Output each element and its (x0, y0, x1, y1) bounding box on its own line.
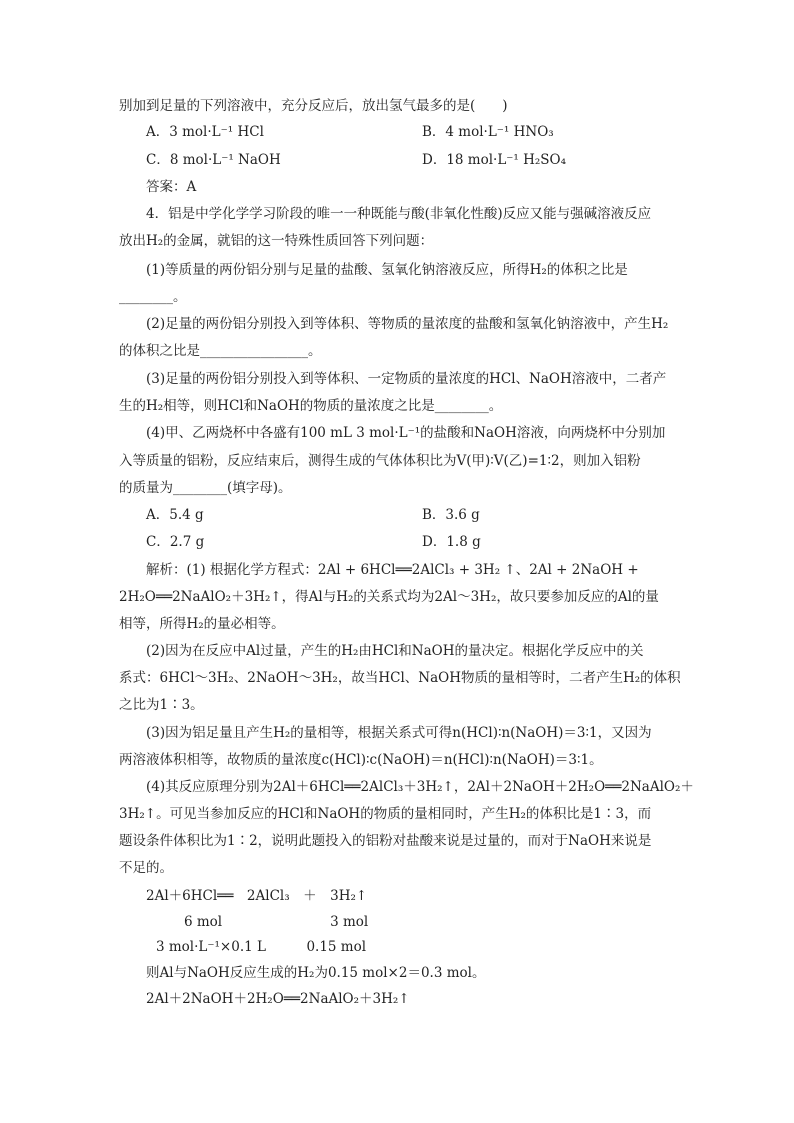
q3-option-b: B．4 mol·L⁻¹ HNO₃ (422, 124, 554, 140)
q3-stem: 别加到足量的下列溶液中，充分反应后，放出氢气最多的是( ) (119, 98, 508, 114)
analysis-4-line1: (4)其反应原理分别为2Al＋6HCl══2AlCl₃＋3H₂↑，2Al＋2NaOH＋2H₂O══2NaAlO₂＋ (146, 779, 694, 795)
analysis-1-line1: 解析：(1) 根据化学方程式：2Al + 6HCl══2AlCl₃ + 3H₂ ↑、2Al + 2NaOH + (146, 562, 639, 578)
q4-part4-line3: 的质量为________(填字母)。 (119, 480, 292, 496)
q3-answer: 答案：A (146, 179, 197, 195)
q4-part2-line1: (2)足量的两份铝分别投入到等体积、等物质的量浓度的盐酸和氢氧化钠溶液中，产生H₂ (146, 316, 669, 332)
analysis-1-line2: 2H₂O══2NaAlO₂＋3H₂↑，得Al与H₂的关系式均为2Al～3H₂，故只要参加反应的Al的量 (119, 589, 659, 605)
analysis-4-line4: 不足的。 (119, 860, 173, 876)
equation-hcl: 2Al＋6HCl══ 2AlCl₃ ＋ 3H₂↑ (146, 888, 368, 904)
analysis-conclusion: 则Al与NaOH反应生成的H₂为0.15 mol×2＝0.3 mol。 (146, 965, 486, 981)
q4-part1-line1: (1)等质量的两份铝分别与足量的盐酸、氢氧化钠溶液反应，所得H₂的体积之比是 (146, 262, 628, 278)
analysis-2-line3: 之比为1∶3。 (119, 697, 204, 713)
q4-intro-line2: 放出H₂的金属，就铝的这一特殊性质回答下列问题： (119, 233, 434, 249)
analysis-3-line2: 两溶液体积相等，故物质的量浓度c(HCl)∶c(NaOH)＝n(HCl)∶n(NaOH)＝3∶1。 (119, 752, 603, 768)
q3-option-c: C．8 mol·L⁻¹ NaOH (146, 152, 281, 168)
analysis-4-line2: 3H₂↑。可见当参加反应的HCl和NaOH的物质的量相同时，产生H₂的体积比是1∶3，而 (119, 806, 652, 822)
q4-option-d: D．1.8 g (422, 534, 481, 550)
q4-part3-line2: 生的H₂相等，则HCl和NaOH的物质的量浓度之比是________。 (119, 398, 503, 414)
q4-part1-line2: ________。 (119, 289, 187, 305)
q4-intro-line1: 4．铝是中学化学学习阶段的唯一一种既能与酸(非氧化性酸)反应又能与强碱溶液反应 (146, 206, 652, 222)
equation-naoh: 2Al＋2NaOH＋2H₂O══2NaAlO₂＋3H₂↑ (146, 991, 410, 1007)
analysis-3-line1: (3)因为铝足量且产生H₂的量相等，根据关系式可得n(HCl)∶n(NaOH)＝3∶1，又因为 (146, 725, 652, 741)
analysis-2-line2: 系式：6HCl～3H₂、2NaOH～3H₂，故当HCl、NaOH物质的量相等时，二者产生H₂的体积 (119, 670, 681, 686)
q4-part4-line1: (4)甲、乙两烧杯中各盛有100 mL 3 mol·L⁻¹的盐酸和NaOH溶液，向两烧杯中分别加 (146, 425, 666, 441)
analysis-1-line3: 相等，所得H₂的量必相等。 (119, 616, 285, 632)
q4-option-b: B．3.6 g (422, 507, 480, 523)
analysis-2-line1: (2)因为在反应中Al过量，产生的H₂由HCl和NaOH的量决定。根据化学反应中的关 (146, 643, 644, 659)
q4-part3-line1: (3)足量的两份铝分别投入到等体积、一定物质的量浓度的HCl、NaOH溶液中，二者产 (146, 371, 667, 387)
analysis-4-line3: 题设条件体积比为1∶2，说明此题投入的铝粉对盐酸来说是过量的，而对于NaOH来说是 (119, 833, 652, 849)
q3-option-a: A．3 mol·L⁻¹ HCl (146, 124, 264, 140)
q4-option-a: A．5.4 g (146, 507, 204, 523)
equation-hcl-values: 3 mol·L⁻¹×0.1 L 0.15 mol (156, 939, 367, 955)
q3-option-d: D．18 mol·L⁻¹ H₂SO₄ (422, 152, 567, 168)
q4-part4-line2: 入等质量的铝粉，反应结束后，测得生成的气体体积比为V(甲)∶V(乙)=1∶2，则加入铝粉 (119, 453, 641, 469)
equation-hcl-moles: 6 mol 3 mol (184, 914, 369, 930)
q4-option-c: C．2.7 g (146, 534, 205, 550)
q4-part2-line2: 的体积之比是________________。 (119, 343, 322, 359)
